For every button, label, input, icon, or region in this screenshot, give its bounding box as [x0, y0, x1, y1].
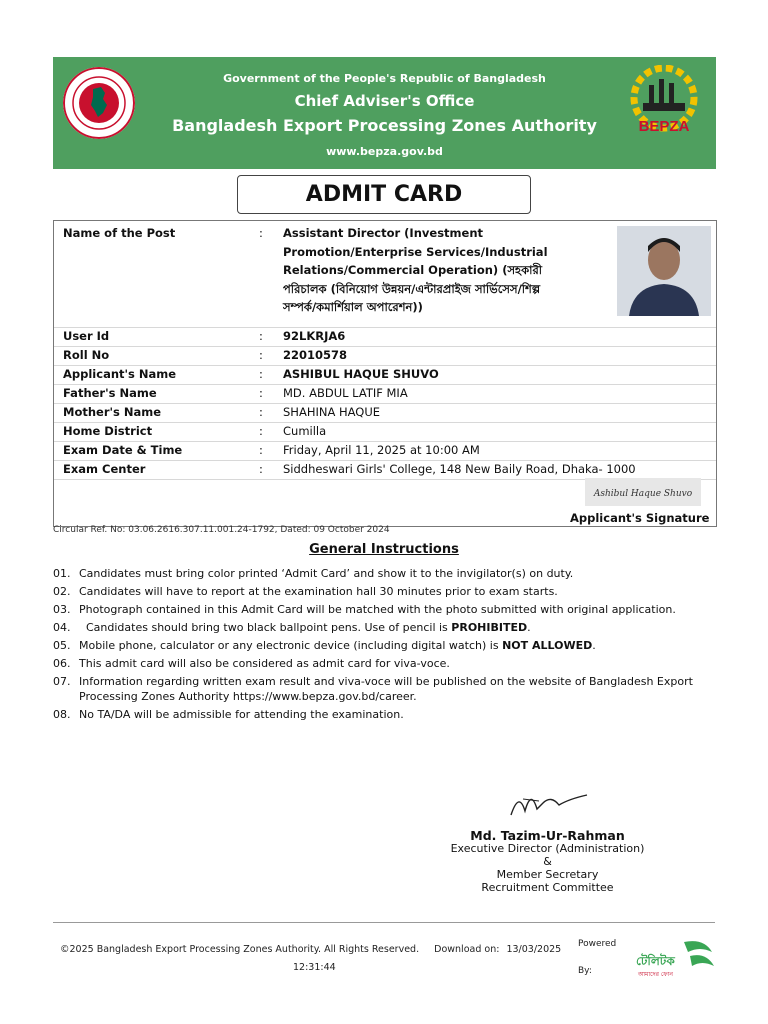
- post-line: Assistant Director (Investment: [283, 226, 483, 240]
- instructions-list: [53, 567, 715, 726]
- instruction-item: [53, 585, 715, 600]
- home-district-value: Cumilla: [283, 424, 327, 438]
- footer-divider: [53, 922, 715, 923]
- instruction-emphasis: NOT ALLOWED: [502, 639, 593, 652]
- applicant-photo: [617, 226, 711, 316]
- instruction-number: 07.: [53, 675, 71, 688]
- teletalk-tagline: আমাদের ফোন: [638, 971, 673, 978]
- instruction-text: .: [527, 621, 531, 634]
- instruction-text: No TA/DA will be admissible for attending the examination.: [79, 707, 404, 721]
- colon: :: [259, 386, 263, 400]
- signatory-name: Md. Tazim-Ur-Rahman: [470, 828, 625, 843]
- admit-card-title: ADMIT CARD: [237, 175, 531, 214]
- signatory-designation: Executive Director (Administration): [450, 842, 645, 855]
- post-line: পরিচালক (বিনিয়োগ উন্নয়ন/এন্টারপ্রাইজ সার্ভিসেস/শিল্প: [283, 281, 541, 296]
- applicant-photo-figure: [617, 226, 711, 316]
- exam-center-label: Exam Center: [63, 462, 146, 476]
- applicant-name-value: ASHIBUL HAQUE SHUVO: [283, 367, 439, 381]
- applicant-info-box: [53, 220, 717, 527]
- mother-name-label: Mother's Name: [63, 405, 162, 419]
- exam-center-value: Siddheswari Girls' College, 148 New Baily Road, Dhaka- 1000: [283, 462, 636, 476]
- field-row: [54, 422, 716, 442]
- instruction-number: 03.: [53, 603, 71, 616]
- government-name: Government of the People's Republic of Bangladesh: [223, 72, 546, 85]
- colon: :: [259, 424, 263, 438]
- instruction-text: This admit card will also be considered as admit card for viva-voce.: [79, 657, 450, 670]
- office-name: Chief Adviser's Office: [294, 92, 475, 110]
- instruction-text: Candidates will have to report at the examination hall 30 minutes prior to exam starts.: [79, 585, 558, 598]
- field-row: [54, 346, 716, 366]
- post-line: সম্পর্ক/কমার্শিয়াল অপারেশন)): [283, 300, 423, 314]
- header-banner: [53, 57, 716, 169]
- instruction-number: 05.: [53, 639, 71, 652]
- teletalk-logo: [632, 938, 716, 978]
- instruction-text: Information regarding written exam result and viva-voce will be published on the website of Bangladesh Export Processing Zones Authority https://www.bepza.gov.bd/career.: [79, 675, 693, 703]
- applicant-signature-text: Ashibul Haque Shuvo: [593, 489, 693, 499]
- user-id-value: 92LKRJA6: [283, 329, 346, 343]
- signatory-committee: Recruitment Committee: [481, 881, 614, 894]
- exam-date-value: Friday, April 11, 2025 at 10:00 AM: [283, 443, 480, 457]
- father-name-label: Father's Name: [63, 386, 157, 400]
- home-district-label: Home District: [63, 424, 153, 438]
- authority-name: Bangladesh Export Processing Zones Authority: [172, 116, 597, 135]
- instruction-item: [53, 603, 715, 618]
- instruction-number: 06.: [53, 657, 71, 670]
- field-row: [54, 460, 716, 480]
- footer: [60, 944, 562, 973]
- download-time: 12:31:44: [293, 962, 336, 973]
- colon: :: [259, 462, 263, 476]
- roll-no-value: 22010578: [283, 348, 348, 362]
- download-label: Download on:: [434, 944, 500, 955]
- copyright-text: ©2025 Bangladesh Export Processing Zones Authority. All Rights Reserved.: [60, 944, 420, 955]
- instruction-number: 08.: [53, 707, 71, 721]
- field-row: [54, 403, 716, 423]
- instruction-emphasis: PROHIBITED: [451, 621, 528, 634]
- authority-signature-block: [440, 785, 655, 894]
- field-row: [54, 365, 716, 385]
- applicant-signature-image: [585, 478, 701, 506]
- instruction-text: Candidates must bring color printed ‘Admit Card’ and show it to the invigilator(s) on duty.: [79, 567, 574, 580]
- authority-signature-scribble: [503, 785, 593, 823]
- instruction-item: [53, 621, 715, 636]
- roll-no-label: Roll No: [63, 348, 110, 362]
- download-date: 13/03/2025: [506, 944, 562, 955]
- instruction-number: 01.: [53, 567, 71, 580]
- instruction-number: 04.: [53, 621, 71, 634]
- instruction-item: [53, 567, 715, 582]
- user-id-label: User Id: [63, 329, 110, 343]
- post-line: Promotion/Enterprise Services/Industrial: [283, 244, 548, 259]
- instruction-number: 02.: [53, 585, 71, 598]
- signatory-role: Member Secretary: [496, 868, 599, 881]
- colon: :: [259, 443, 263, 457]
- powered-label: Powered: [578, 939, 617, 949]
- bepza-logo: [619, 65, 709, 137]
- colon: :: [259, 405, 263, 419]
- post-value: [283, 224, 603, 317]
- instruction-text: Mobile phone, calculator or any electronic device (including digital watch) is: [79, 639, 503, 652]
- father-name-value: MD. ABDUL LATIF MIA: [283, 386, 408, 400]
- powered-by-label: By:: [578, 966, 592, 976]
- mother-name-value: SHAHINA HAQUE: [283, 405, 381, 419]
- teletalk-name: টেলিটক: [636, 954, 675, 968]
- instruction-item: [53, 639, 715, 654]
- colon: :: [259, 367, 263, 381]
- instruction-item: [53, 708, 715, 723]
- exam-date-label: Exam Date & Time: [63, 443, 183, 457]
- colon: :: [259, 348, 263, 362]
- applicant-signature-label: Applicant's Signature: [570, 511, 710, 525]
- signatory-ampersand: &: [543, 855, 552, 868]
- colon: :: [259, 329, 263, 343]
- post-label: Name of the Post: [63, 226, 176, 240]
- field-row: [54, 327, 716, 347]
- instruction-text: Photograph contained in this Admit Card will be matched with the photo submitted with original application.: [79, 603, 676, 616]
- instruction-item: [53, 657, 715, 672]
- applicant-name-label: Applicant's Name: [63, 367, 177, 381]
- circular-reference: Circular Ref. No: 03.06.2616.307.11.001.24-1792, Dated: 09 October 2024: [53, 525, 390, 535]
- field-row: [54, 384, 716, 404]
- bepza-logo-text: BEPZA: [638, 118, 690, 135]
- colon: :: [259, 226, 263, 240]
- instruction-text: Candidates should bring two black ballpoint pens. Use of pencil is: [79, 621, 452, 634]
- instruction-text: .: [592, 639, 596, 652]
- post-row: [54, 221, 716, 328]
- website-link[interactable]: www.bepza.gov.bd: [326, 145, 443, 158]
- instruction-item: [53, 675, 715, 704]
- post-line: Relations/Commercial Operation) (সহকারী: [283, 263, 543, 277]
- field-row: [54, 441, 716, 461]
- general-instructions-title: General Instructions: [309, 542, 459, 557]
